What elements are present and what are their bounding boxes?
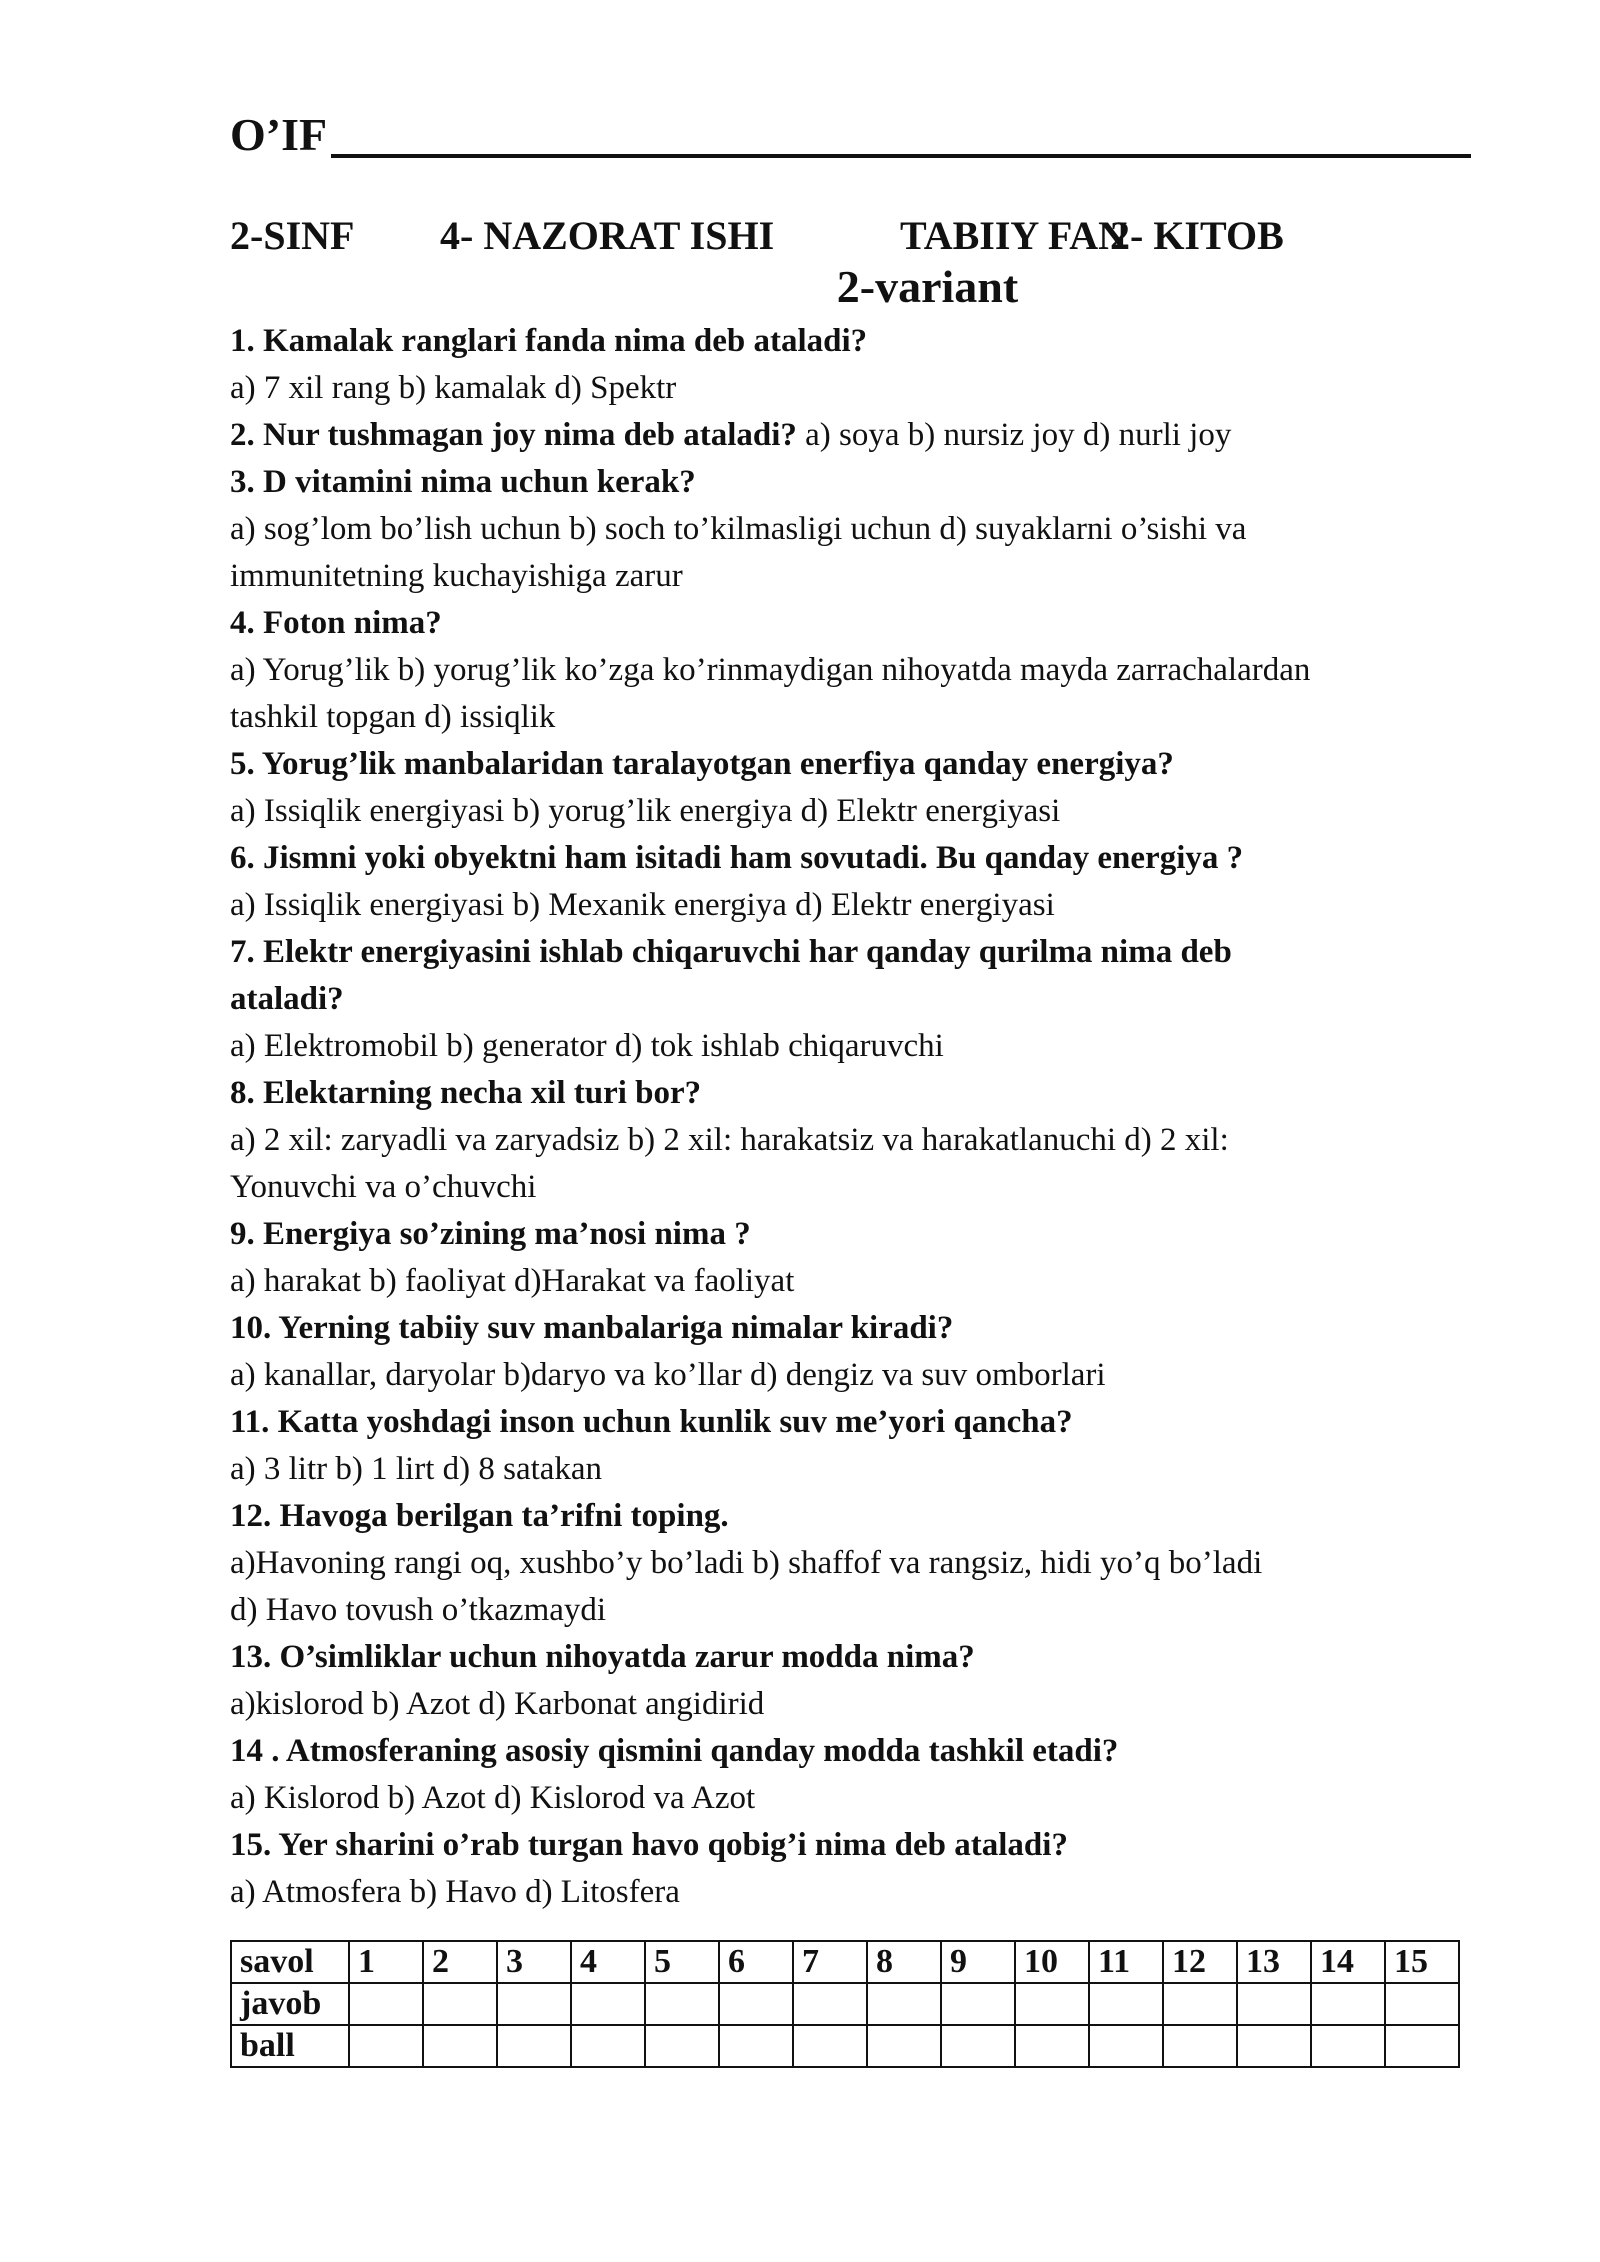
answer-options: a) Elektromobil b) generator d) tok ishlab chiqaruvchi [230,1028,944,1064]
answer-cell[interactable] [1015,1983,1089,2025]
question-2 [230,412,1500,459]
variant-title: 2-variant [836,261,1019,312]
question-number-cell: 12 [1163,1941,1237,1983]
score-cell[interactable] [719,2025,793,2067]
answer-options: d) Havo tovush o’tkazmaydi [230,1592,607,1628]
question-12 [230,1493,1500,1540]
score-cell[interactable] [1385,2025,1459,2067]
question-number-cell: 10 [1015,1941,1089,1983]
worksheet-page [230,88,1500,1916]
question-list [230,318,1500,1916]
question-8 [230,1070,1500,1117]
question-text: 3. D vitamini nima uchun kerak? [230,464,696,500]
answer-cell[interactable] [1237,1983,1311,2025]
answer-cell[interactable] [1311,1983,1385,2025]
answer-options: a) kanallar, daryolar b)daryo va ko’llar d) dengiz va suv omborlari [230,1357,1106,1393]
answer-options: a)Havoning rangi oq, xushbo’y bo’ladi b) shaffof va rangsiz, hidi yo’q bo’ladi [230,1545,1263,1581]
answer-row-savol [231,1941,1459,1983]
score-cell[interactable] [645,2025,719,2067]
row-label: ball [231,2025,349,2067]
question-number-cell: 6 [719,1941,793,1983]
test-header [230,213,1500,258]
name-label: O’IF [230,109,328,160]
answer-cell[interactable] [1385,1983,1459,2025]
name-blank-field[interactable] [331,114,1471,158]
question-text: 4. Foton nima? [230,605,442,641]
answer-cell[interactable] [497,1983,571,2025]
question-text: 9. Energiya so’zining ma’nosi nima ? [230,1216,751,1252]
answer-options: a) sog’lom bo’lish uchun b) soch to’kilmasligi uchun d) suyaklarni o’sishi va [230,511,1247,547]
question-1 [230,318,1500,365]
question-number-cell: 8 [867,1941,941,1983]
question-14 [230,1728,1500,1775]
answer-cell[interactable] [867,1983,941,2025]
answer-cell[interactable] [793,1983,867,2025]
answer-row-javob [231,1983,1459,2025]
answer-options: a) Issiqlik energiyasi b) yorug’lik energiya d) Elektr energiyasi [230,793,1061,829]
question-text: 8. Elektarning necha xil turi bor? [230,1075,702,1111]
student-name-line [230,88,1500,158]
question-text: 2. Nur tushmagan joy nima deb ataladi? [230,417,797,453]
answer-options: a) 2 xil: zaryadli va zaryadsiz b) 2 xil: harakatsiz va harakatlanuchi d) 2 xil: [230,1122,1229,1158]
score-cell[interactable] [349,2025,423,2067]
answer-options: immunitetning kuchayishiga zarur [230,558,683,594]
question-9 [230,1211,1500,1258]
score-cell[interactable] [793,2025,867,2067]
score-cell[interactable] [1089,2025,1163,2067]
score-cell[interactable] [941,2025,1015,2067]
answer-options: a) 3 litr b) 1 lirt d) 8 satakan [230,1451,603,1487]
answer-cell[interactable] [719,1983,793,2025]
answer-options: Yonuvchi va o’chuvchi [230,1169,537,1205]
question-text: 14 . Atmosferaning asosiy qismini qanday modda tashkil etadi? [230,1733,1119,1769]
answer-options: tashkil topgan d) issiqlik [230,699,556,735]
score-cell[interactable] [1311,2025,1385,2067]
answer-options: a) Atmosfera b) Havo d) Litosfera [230,1874,680,1910]
question-3 [230,459,1500,506]
score-cell[interactable] [571,2025,645,2067]
question-number-cell: 1 [349,1941,423,1983]
question-text-continued: ataladi? [230,981,344,1017]
control-work-label: 4- NAZORAT ISHI [440,213,775,258]
question-number-cell: 14 [1311,1941,1385,1983]
answer-cell[interactable] [941,1983,1015,2025]
question-11 [230,1399,1500,1446]
answer-cell[interactable] [423,1983,497,2025]
question-text: 1. Kamalak ranglari fanda nima deb ataladi? [230,323,868,359]
answer-cell[interactable] [571,1983,645,2025]
score-cell[interactable] [1163,2025,1237,2067]
question-number-cell: 13 [1237,1941,1311,1983]
answer-cell[interactable] [1089,1983,1163,2025]
score-cell[interactable] [1237,2025,1311,2067]
question-number-cell: 2 [423,1941,497,1983]
answer-options: a) soya b) nursiz joy d) nurli joy [796,417,1232,453]
grade-label: 2-SINF [230,213,355,258]
question-text: 5. Yorug’lik manbalaridan taralayotgan enerfiya qanday energiya? [230,746,1174,782]
answer-cell[interactable] [645,1983,719,2025]
question-text: 11. Katta yoshdagi inson uchun kunlik suv me’yori qancha? [230,1404,1073,1440]
score-cell[interactable] [867,2025,941,2067]
book-label: 2- KITOB [1110,213,1284,258]
score-cell[interactable] [1015,2025,1089,2067]
question-6 [230,835,1500,882]
answer-cell[interactable] [1163,1983,1237,2025]
answer-options: a) Issiqlik energiyasi b) Mexanik energiya d) Elektr energiyasi [230,887,1055,923]
question-4 [230,600,1500,647]
question-number-cell: 4 [571,1941,645,1983]
row-label: javob [231,1983,349,2025]
answer-options: a) Yorug’lik b) yorug’lik ko’zga ko’rinmaydigan nihoyatda mayda zarrachalardan [230,652,1311,688]
answer-cell[interactable] [349,1983,423,2025]
score-cell[interactable] [423,2025,497,2067]
question-text: 15. Yer sharini o’rab turgan havo qobig’i nima deb ataladi? [230,1827,1068,1863]
answer-options: a) 7 xil rang b) kamalak d) Spektr [230,370,677,406]
question-text: 13. O’simliklar uchun nihoyatda zarur modda nima? [230,1639,975,1675]
question-text: 12. Havoga berilgan ta’rifni toping. [230,1498,729,1534]
answer-options: a)kislorod b) Azot d) Karbonat angidirid [230,1686,765,1722]
answer-row-ball [231,2025,1459,2067]
question-number-cell: 5 [645,1941,719,1983]
question-15 [230,1822,1500,1869]
question-5 [230,741,1500,788]
subject-label: TABIIY FAN [900,213,1128,258]
answer-options: a) Kislorod b) Azot d) Kislorod va Azot [230,1780,756,1816]
answer-grid [230,1940,1460,2068]
question-number-cell: 11 [1089,1941,1163,1983]
question-number-cell: 15 [1385,1941,1459,1983]
question-number-cell: 9 [941,1941,1015,1983]
question-number-cell: 7 [793,1941,867,1983]
question-10 [230,1305,1500,1352]
row-label: savol [231,1941,349,1983]
question-13 [230,1634,1500,1681]
question-7 [230,929,1500,976]
question-text: 10. Yerning tabiiy suv manbalariga nimalar kiradi? [230,1310,954,1346]
question-text: 6. Jismni yoki obyektni ham isitadi ham sovutadi. Bu qanday energiya ? [230,840,1244,876]
score-cell[interactable] [497,2025,571,2067]
question-text: 7. Elektr energiyasini ishlab chiqaruvchi har qanday qurilma nima deb [230,934,1232,970]
answer-options: a) harakat b) faoliyat d)Harakat va faoliyat [230,1263,795,1299]
question-number-cell: 3 [497,1941,571,1983]
